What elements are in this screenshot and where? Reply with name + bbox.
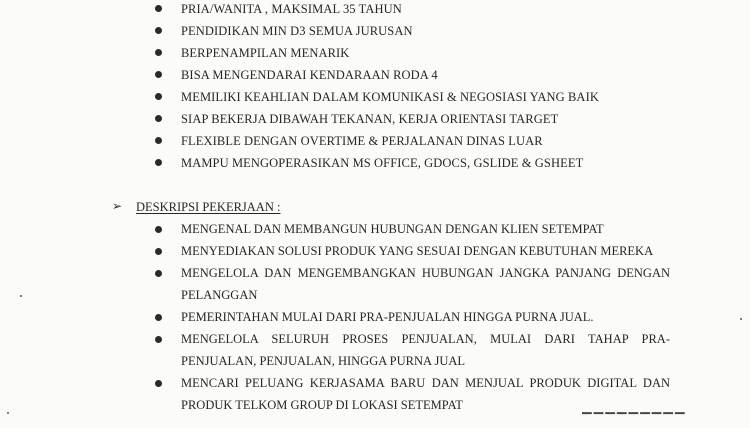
description-text: MENCARI PELUANG KERJASAMA BARU DAN MENJUAL PRODUK DIGITAL DAN PRODUK TELKOM GROUP DI LOKASI SETEMPAT: [181, 376, 670, 412]
bullet-icon: [155, 5, 162, 12]
description-text: MENGENAL DAN MEMBANGUN HUBUNGAN DENGAN KLIEN SETEMPAT: [181, 222, 604, 236]
bullet-icon: [155, 159, 162, 166]
bullet-icon: [155, 93, 162, 100]
requirement-text: MAMPU MENGOPERASIKAN MS OFFICE, GDOCS, GSLIDE & GSHEET: [181, 156, 584, 170]
cropped-text-fragment: ▔▔▔▔▔▔▔▔▔: [582, 413, 687, 427]
requirement-text: PRIA/WANITA , MAKSIMAL 35 TAHUN: [181, 2, 402, 16]
description-text: MENGELOLA DAN MENGEMBANGKAN HUBUNGAN JANGKA PANJANG DENGAN PELANGGAN: [181, 266, 670, 302]
bullet-icon: [155, 27, 162, 34]
bullet-icon: [155, 137, 162, 144]
bullet-icon: [155, 226, 162, 233]
bullet-icon: [155, 336, 162, 343]
bullet-icon: [155, 248, 162, 255]
scan-speck: [740, 318, 742, 320]
bullet-icon: [155, 115, 162, 122]
description-text: MENYEDIAKAN SOLUSI PRODUK YANG SESUAI DENGAN KEBUTUHAN MEREKA: [181, 244, 654, 258]
bullet-icon: [155, 380, 162, 387]
bullet-icon: [155, 314, 162, 321]
requirement-text: SIAP BEKERJA DIBAWAH TEKANAN, KERJA ORIENTASI TARGET: [181, 112, 559, 126]
description-text: MENGELOLA SELURUH PROSES PENJUALAN, MULAI DARI TAHAP PRA-PENJUALAN, PENJUALAN, HINGGA PURNA JUAL: [181, 332, 670, 368]
bullet-icon: [155, 270, 162, 277]
bullet-icon: [155, 49, 162, 56]
requirement-text: MEMILIKI KEAHLIAN DALAM KOMUNIKASI & NEGOSIASI YANG BAIK: [181, 90, 599, 104]
bullet-icon: [155, 71, 162, 78]
arrow-bullet-icon: ➢: [112, 199, 123, 213]
requirement-text: BISA MENGENDARAI KENDARAAN RODA 4: [181, 68, 438, 82]
description-text: PEMERINTAHAN MULAI DARI PRA-PENJUALAN HINGGA PURNA JUAL.: [181, 310, 594, 324]
requirement-text: BERPENAMPILAN MENARIK: [181, 46, 350, 60]
description-heading-text: DESKRIPSI PEKERJAAN :: [136, 200, 281, 214]
requirement-text: FLEXIBLE DENGAN OVERTIME & PERJALANAN DINAS LUAR: [181, 134, 543, 148]
scan-speck: [20, 295, 22, 297]
requirement-text: PENDIDIKAN MIN D3 SEMUA JURUSAN: [181, 24, 413, 38]
scan-speck: [7, 412, 9, 414]
